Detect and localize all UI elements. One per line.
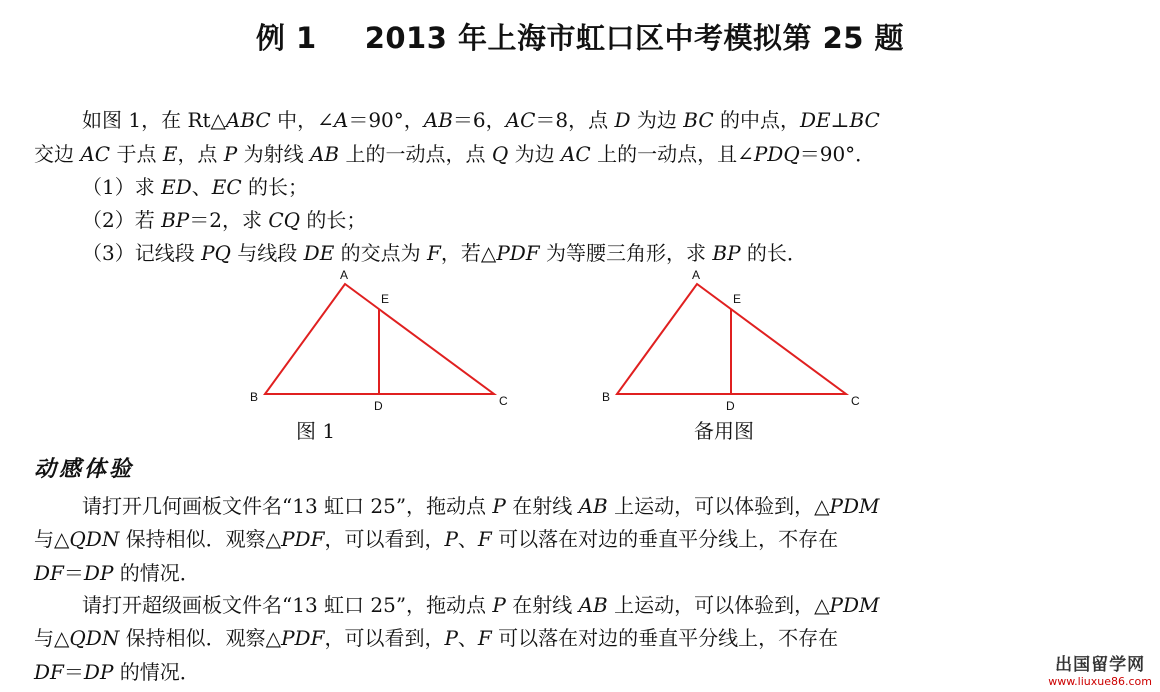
section-p1-line-3: DF＝DP 的情况． — [34, 561, 200, 585]
watermark-url: www.liuxue86.com — [1048, 675, 1152, 688]
question-2: （2）若 BP＝2，求 CQ 的长； — [82, 208, 367, 232]
example-number: 例 1 — [255, 21, 317, 55]
figure-backup — [592, 262, 872, 422]
section-p2-line-2: 与△QDN 保持相似．观察△PDF，可以看到，P、F 可以落在对边的垂直平分线上，不存在 — [34, 626, 839, 650]
label-e: E — [381, 292, 390, 306]
label-b: B — [602, 390, 611, 404]
watermark-name: 出国留学网 — [1055, 655, 1146, 675]
label-b: B — [250, 390, 259, 404]
watermark-logo — [1048, 650, 1152, 688]
section-p2-line-1: 请打开超级画板文件名“13 虹口 25”，拖动点 P 在射线 AB 上运动，可以体验到，△PDM — [82, 593, 880, 617]
title-text: 2013 年上海市虹口区中考模拟第 25 题 — [364, 21, 905, 55]
label-e: E — [733, 292, 742, 306]
section-p2-line-3: DF＝DP 的情况． — [34, 660, 200, 684]
problem-line-1: 如图 1，在 Rt△ABC 中，∠A＝90°，AB＝6，AC＝8，点 D 为边 BC 的中点，DE⊥BC — [82, 108, 880, 132]
label-c: C — [499, 394, 508, 408]
problem-line-2: 交边 AC 于点 E，点 P 为射线 AB 上的一动点，点 Q 为边 AC 上的一动点，且∠PDQ＝90°． — [34, 142, 876, 166]
section-heading: 动感体验 — [34, 456, 135, 482]
figure-backup-caption: 备用图 — [694, 419, 754, 443]
label-c: C — [851, 394, 860, 408]
section-p1-line-2: 与△QDN 保持相似．观察△PDF，可以看到，P、F 可以落在对边的垂直平分线上，不存在 — [34, 527, 839, 551]
label-a: A — [692, 268, 701, 282]
page-title — [0, 16, 1160, 57]
label-a: A — [340, 268, 349, 282]
label-d: D — [726, 399, 735, 413]
figure-1 — [240, 262, 520, 422]
question-1: （1）求 ED、EC 的长； — [82, 175, 308, 199]
label-d: D — [374, 399, 383, 413]
question-3: （3）记线段 PQ 与线段 DE 的交点为 F，若△PDF 为等腰三角形，求 BP 的长． — [82, 241, 807, 265]
figure-1-caption: 图 1 — [296, 419, 336, 443]
section-p1-line-1: 请打开几何画板文件名“13 虹口 25”，拖动点 P 在射线 AB 上运动，可以体验到，△PDM — [82, 494, 880, 518]
